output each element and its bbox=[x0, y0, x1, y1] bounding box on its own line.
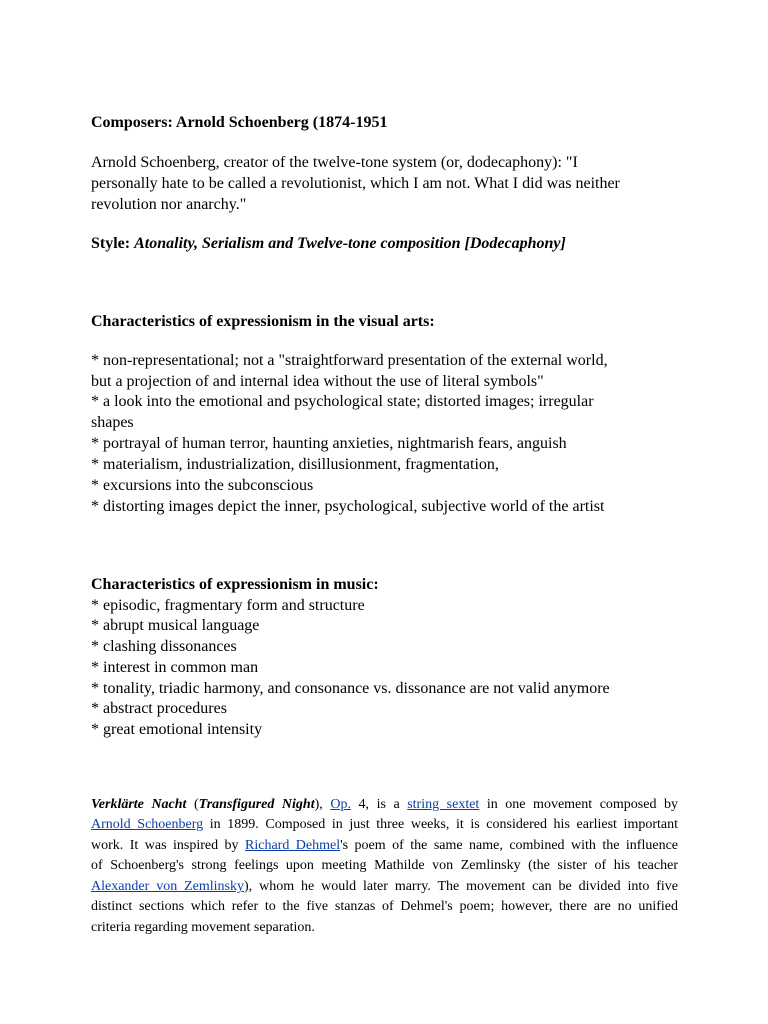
music-line: * clashing dissonances bbox=[91, 638, 237, 655]
opus-link[interactable]: Op. bbox=[330, 797, 351, 812]
visual-arts-line: * portrayal of human terror, haunting anxieties, nightmarish fears, anguish bbox=[91, 435, 567, 452]
verklarte-line-1 bbox=[91, 795, 678, 816]
music-line: * tonality, triadic harmony, and consonance vs. dissonance are not valid anymore bbox=[91, 680, 610, 697]
visual-arts-line: * non-representational; not a "straightforward presentation of the external world, bbox=[91, 352, 608, 369]
visual-arts-line: * materialism, industrialization, disillusionment, fragmentation, bbox=[91, 456, 499, 473]
verklarte-line-6: distinct sections which refer to the five stanzas of Dehmel's poem; however, there are no unified bbox=[91, 899, 678, 914]
music-line: * interest in common man bbox=[91, 659, 259, 676]
visual-arts-heading: Characteristics of expressionism in the visual arts: bbox=[91, 313, 435, 330]
music-line: * abstract procedures bbox=[91, 700, 227, 717]
verklarte-line-4: of Schoenberg's strong feelings upon meeting Mathilde von Zemlinsky (the sister of his teacher bbox=[91, 858, 678, 873]
text-span: ( bbox=[186, 797, 199, 812]
text-span: 4, is a bbox=[350, 797, 408, 812]
verklarte-line-5 bbox=[91, 877, 678, 898]
music-line: * episodic, fragmentary form and structure bbox=[91, 597, 365, 614]
text-span: 's poem of the same name, combined with the influence bbox=[340, 838, 678, 853]
text-span: in 1899. Composed in just three weeks, it is considered his earliest important bbox=[203, 817, 678, 832]
verklarte-line-3 bbox=[91, 836, 678, 857]
music-heading: Characteristics of expressionism in music: bbox=[91, 576, 379, 593]
arnold-schoenberg-link[interactable]: Arnold Schoenberg bbox=[91, 817, 204, 832]
visual-arts-line: but a projection of and internal idea without the use of literal symbols" bbox=[91, 373, 544, 390]
music-line: * abrupt musical language bbox=[91, 617, 260, 634]
verklarte-line-2 bbox=[91, 815, 678, 836]
text-span: ), bbox=[314, 797, 331, 812]
visual-arts-line: shapes bbox=[91, 414, 134, 431]
text-span: work. It was inspired by bbox=[91, 838, 246, 853]
style-line bbox=[91, 233, 566, 254]
text-span: ), whom he would later marry. The movement can be divided into five bbox=[244, 879, 678, 894]
string-sextet-link[interactable]: string sextet bbox=[407, 797, 480, 812]
visual-arts-line: * excursions into the subconscious bbox=[91, 477, 314, 494]
music-line: * great emotional intensity bbox=[91, 721, 263, 738]
page-title: Composers: Arnold Schoenberg (1874-1951 bbox=[91, 114, 388, 131]
richard-dehmel-link[interactable]: Richard Dehmel bbox=[245, 838, 341, 853]
verklarte-line-7: criteria regarding movement separation. bbox=[91, 920, 315, 935]
work-title: Verklärte Nacht bbox=[91, 797, 187, 812]
style-label: Style: bbox=[91, 235, 135, 252]
visual-arts-line: * a look into the emotional and psychological state; distorted images; irregular bbox=[91, 393, 594, 410]
alexander-von-zemlinsky-link[interactable]: Alexander von Zemlinsky bbox=[91, 879, 245, 894]
text-span: in one movement composed by bbox=[479, 797, 679, 812]
intro-line-2: personally hate to be called a revolutionist, which I am not. What I did was neither bbox=[91, 175, 620, 192]
style-value: Atonality, Serialism and Twelve-tone composition [Dodecaphony] bbox=[134, 235, 566, 252]
intro-line-1: Arnold Schoenberg, creator of the twelve-tone system (or, dodecaphony): "I bbox=[91, 154, 578, 171]
work-title-english: Transfigured Night bbox=[198, 797, 315, 812]
intro-line-3: revolution nor anarchy." bbox=[91, 196, 247, 213]
visual-arts-line: * distorting images depict the inner, psychological, subjective world of the artist bbox=[91, 498, 605, 515]
